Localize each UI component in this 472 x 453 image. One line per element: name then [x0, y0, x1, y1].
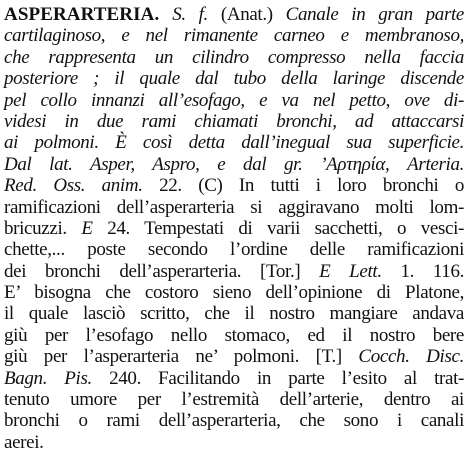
- italic-text-segment: Dal lat. Asper, Aspro, e dal gr. ’Αρτηρία, Arteria.: [4, 153, 464, 175]
- italic-text-segment: Bagn. Pis.: [4, 367, 92, 389]
- text-line: [4, 303, 464, 324]
- entry-text: [4, 4, 464, 453]
- text-segment: aerei.: [4, 431, 44, 453]
- text-segment: 1. 116.: [381, 260, 464, 282]
- italic-text-segment: E: [81, 217, 93, 239]
- text-line: [4, 132, 464, 153]
- italic-text-segment: E Lett.: [319, 260, 382, 282]
- dictionary-entry: [4, 4, 464, 453]
- text-segment: 24. Tempestati di varii sacchetti, o vesci-: [92, 217, 464, 239]
- text-line: [4, 111, 464, 132]
- text-segment: tenuto umore per l’estremità dell’arterie, dentro ai: [4, 389, 464, 411]
- text-segment: giù per l’asperarteria ne’ polmoni. [T.]: [4, 346, 359, 368]
- text-line: [4, 47, 464, 68]
- italic-text-segment: che rappresenta un cilindro compresso nella faccia: [4, 46, 464, 68]
- italic-text-segment: ai polmoni. È così detta dall’inegual sua superficie.: [4, 132, 464, 154]
- text-segment: il quale lasciò scritto, che il nostro mangiare andava: [4, 303, 464, 325]
- text-line: [4, 239, 464, 260]
- text-line: [4, 68, 464, 89]
- text-line: [4, 218, 464, 239]
- text-line: [4, 282, 464, 303]
- text-line: [4, 410, 464, 431]
- text-line: [4, 4, 464, 25]
- text-segment: (Anat.): [207, 4, 286, 25]
- italic-text-segment: pel collo innanzi all’esofago, e va nel petto, ove di-: [4, 89, 464, 111]
- italic-text-segment: Canale in gran parte: [285, 4, 464, 25]
- text-segment: bricuzzi.: [4, 217, 82, 239]
- italic-text-segment: Red. Oss. anim.: [4, 175, 143, 197]
- italic-text-segment: Cocch. Disc.: [358, 346, 465, 368]
- text-segment: chette,... poste secondo l’ordine delle ramificazioni: [4, 239, 464, 261]
- text-line: [4, 389, 464, 410]
- text-line: [4, 325, 464, 346]
- text-segment: E’ bisogna che costoro sieno dell’opinione di Platone,: [4, 282, 464, 304]
- text-segment: bronchi o rami dell’asperarteria, che sono i canali: [4, 410, 464, 432]
- text-line: [4, 368, 464, 389]
- text-segment: 22. (C) In tutti i loro bronchi o: [142, 175, 464, 197]
- text-segment: [159, 4, 172, 25]
- headword: ASPERARTERIA.: [4, 4, 160, 25]
- text-line: [4, 175, 464, 196]
- italic-text-segment: cartilaginoso, e nel rimanente carneo e membranoso,: [4, 25, 464, 47]
- text-line: [4, 90, 464, 111]
- text-segment: ramificazioni dell’asperarteria si aggiravano molti lom-: [4, 196, 464, 218]
- text-segment: 240. Facilitando in parte l’esito al trat-: [91, 367, 465, 389]
- text-line: [4, 25, 464, 46]
- text-segment: giù per l’esofago nello stomaco, ed il nostro bere: [4, 324, 464, 346]
- text-line: [4, 261, 464, 282]
- italic-text-segment: videsi in due rami chiamati bronchi, ad attaccarsi: [4, 110, 464, 132]
- text-line: [4, 154, 464, 175]
- italic-text-segment: S. f.: [172, 4, 208, 25]
- italic-text-segment: posteriore ; il quale dal tubo della laringe discende: [4, 68, 464, 90]
- text-segment: dei bronchi dell’asperarteria. [Tor.]: [4, 260, 320, 282]
- text-line: [4, 197, 464, 218]
- text-line: [4, 346, 464, 367]
